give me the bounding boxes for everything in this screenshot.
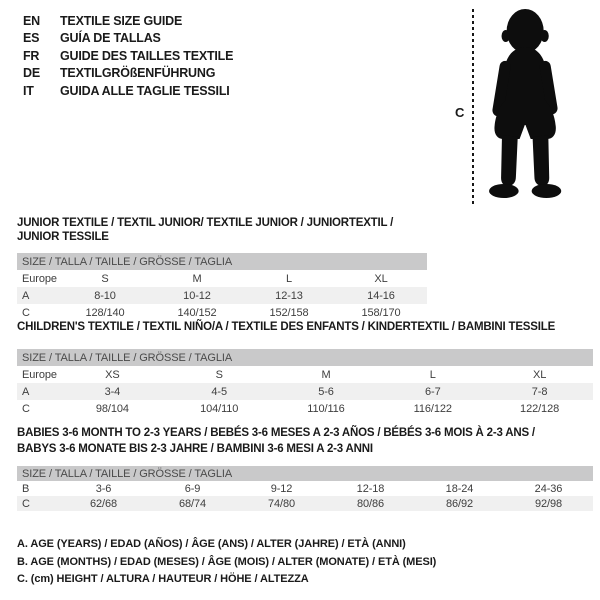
size-cell: 86/92 [445,497,474,510]
lang-code: ES [23,31,40,46]
table-row-age [17,287,427,304]
size-cell: 152/158 [269,306,309,319]
junior-textile-table [17,216,427,321]
row-label: C [22,497,30,510]
table-row-height [17,400,593,417]
table-title-line-2: BABYS 3-6 MONATE BIS 2-3 JAHRE / BAMBINI 3-6 MESI A 2-3 ANNI [17,442,373,455]
table-row-height [17,304,427,321]
legend-notes [17,536,436,589]
size-cell: XL [374,272,388,285]
size-cell: 5-6 [318,385,334,398]
size-cell: XL [532,368,547,381]
row-label: B [22,482,30,495]
size-cell: L [285,272,293,285]
lang-code: IT [23,83,34,98]
row-label: Europe [22,368,57,381]
size-cell: S [101,272,109,285]
size-cell: 104/110 [200,402,239,415]
size-cell: XS [105,368,120,381]
lang-row-fr [23,48,233,65]
lang-code: EN [23,14,40,28]
row-label: A [22,289,30,302]
table-row-europe [17,366,593,383]
babies-textile-table [17,426,593,511]
size-header-bar: SIZE / TALLA / TAILLE / GRÖSSE / TAGLIA [17,349,593,366]
table-title-line-1: BABIES 3-6 MONTH TO 2-3 YEARS / BEBÉS 3-6 MESES A 2-3 AÑOS / BÉBÉS 3-6 MOIS À 2-3 ANS / [17,427,535,439]
size-cell: 62/68 [89,497,118,510]
note-age-months: B. AGE (MONTHS) / EDAD (MESES) / ÂGE (MOIS) / ALTER (MONATE) / ETÀ (MESI) [17,555,437,568]
row-label: A [22,385,30,398]
lang-title: GUIDE DES TAILLES TEXTILE [60,48,234,63]
size-cell: 68/74 [178,497,207,510]
size-cell: 8-10 [94,289,116,302]
size-cell: 4-5 [211,385,227,398]
size-cell: 128/140 [85,306,125,319]
size-cell: 12-13 [275,289,303,302]
size-cell: 140/152 [177,306,217,319]
row-label: Europe [22,272,57,285]
size-cell: 6-7 [424,385,441,398]
table-row-height [17,496,593,511]
size-cell: 116/122 [413,402,452,415]
size-cell: S [215,368,223,381]
size-cell: 14-16 [367,289,395,302]
size-header-bar: SIZE / TALLA / TAILLE / GRÖSSE / TAGLIA [17,253,427,270]
childrens-textile-table [17,320,593,417]
size-cell: M [321,368,331,381]
lang-title: TEXTILE SIZE GUIDE [60,14,183,28]
lang-title: TEXTILGRÖßENFÜHRUNG [60,66,216,81]
size-cell: 12-18 [356,482,385,495]
lang-code: DE [23,66,40,81]
lang-title: GUÍA DE TALLAS [60,31,161,46]
table-title: CHILDREN'S TEXTILE / TEXTIL NIÑO/A / TEXTILE DES ENFANTS / KINDERTEXTIL / BAMBINI TESSILE [17,321,556,333]
size-cell: 92/98 [534,497,563,510]
lang-row-en [23,13,233,30]
size-cell: 6-9 [184,482,201,495]
size-cell: L [429,368,436,381]
lang-row-de [23,65,233,82]
row-label: C [22,402,30,415]
baby-silhouette-icon [477,5,577,205]
height-measure-dotted-line [472,9,474,206]
table-title: JUNIOR TEXTILE / TEXTIL JUNIOR/ TEXTILE JUNIOR / JUNIORTEXTIL / JUNIOR TESSILE [17,217,394,243]
lang-row-es [23,30,233,47]
size-cell: M [192,272,202,285]
size-cell: 7-8 [531,385,548,398]
size-cell: 158/170 [361,306,401,319]
size-header-bar: SIZE / TALLA / TAILLE / GRÖSSE / TAGLIA [17,466,593,481]
height-measure-label: C [455,105,465,120]
table-row-age [17,383,593,400]
size-cell: 9-12 [270,482,293,495]
note-height: C. (cm) HEIGHT / ALTURA / HAUTEUR / HÖHE / ALTEZZA [17,573,309,585]
table-row-europe [17,270,427,287]
lang-row-it [23,83,233,100]
note-age-years: A. AGE (YEARS) / EDAD (AÑOS) / ÂGE (ANS) / ALTER (JAHRE) / ETÀ (ANNI) [17,538,406,550]
table-row-age-months [17,481,593,496]
size-cell: 24-36 [534,482,563,495]
lang-title: GUIDA ALLE TAGLIE TESSILI [60,83,230,98]
size-cell: 74/80 [267,497,296,510]
size-cell: 80/86 [356,497,385,510]
size-cell: 110/116 [307,402,345,415]
table-title [17,426,593,457]
row-label: C [22,306,30,319]
size-cell: 3-6 [95,482,112,495]
size-cell: 98/104 [95,402,129,415]
size-cell: 10-12 [183,289,211,302]
size-cell: 122/128 [520,402,560,415]
size-cell: 3-4 [104,385,121,398]
size-cell: 18-24 [445,482,474,495]
language-title-block [23,13,233,100]
lang-code: FR [23,48,40,63]
